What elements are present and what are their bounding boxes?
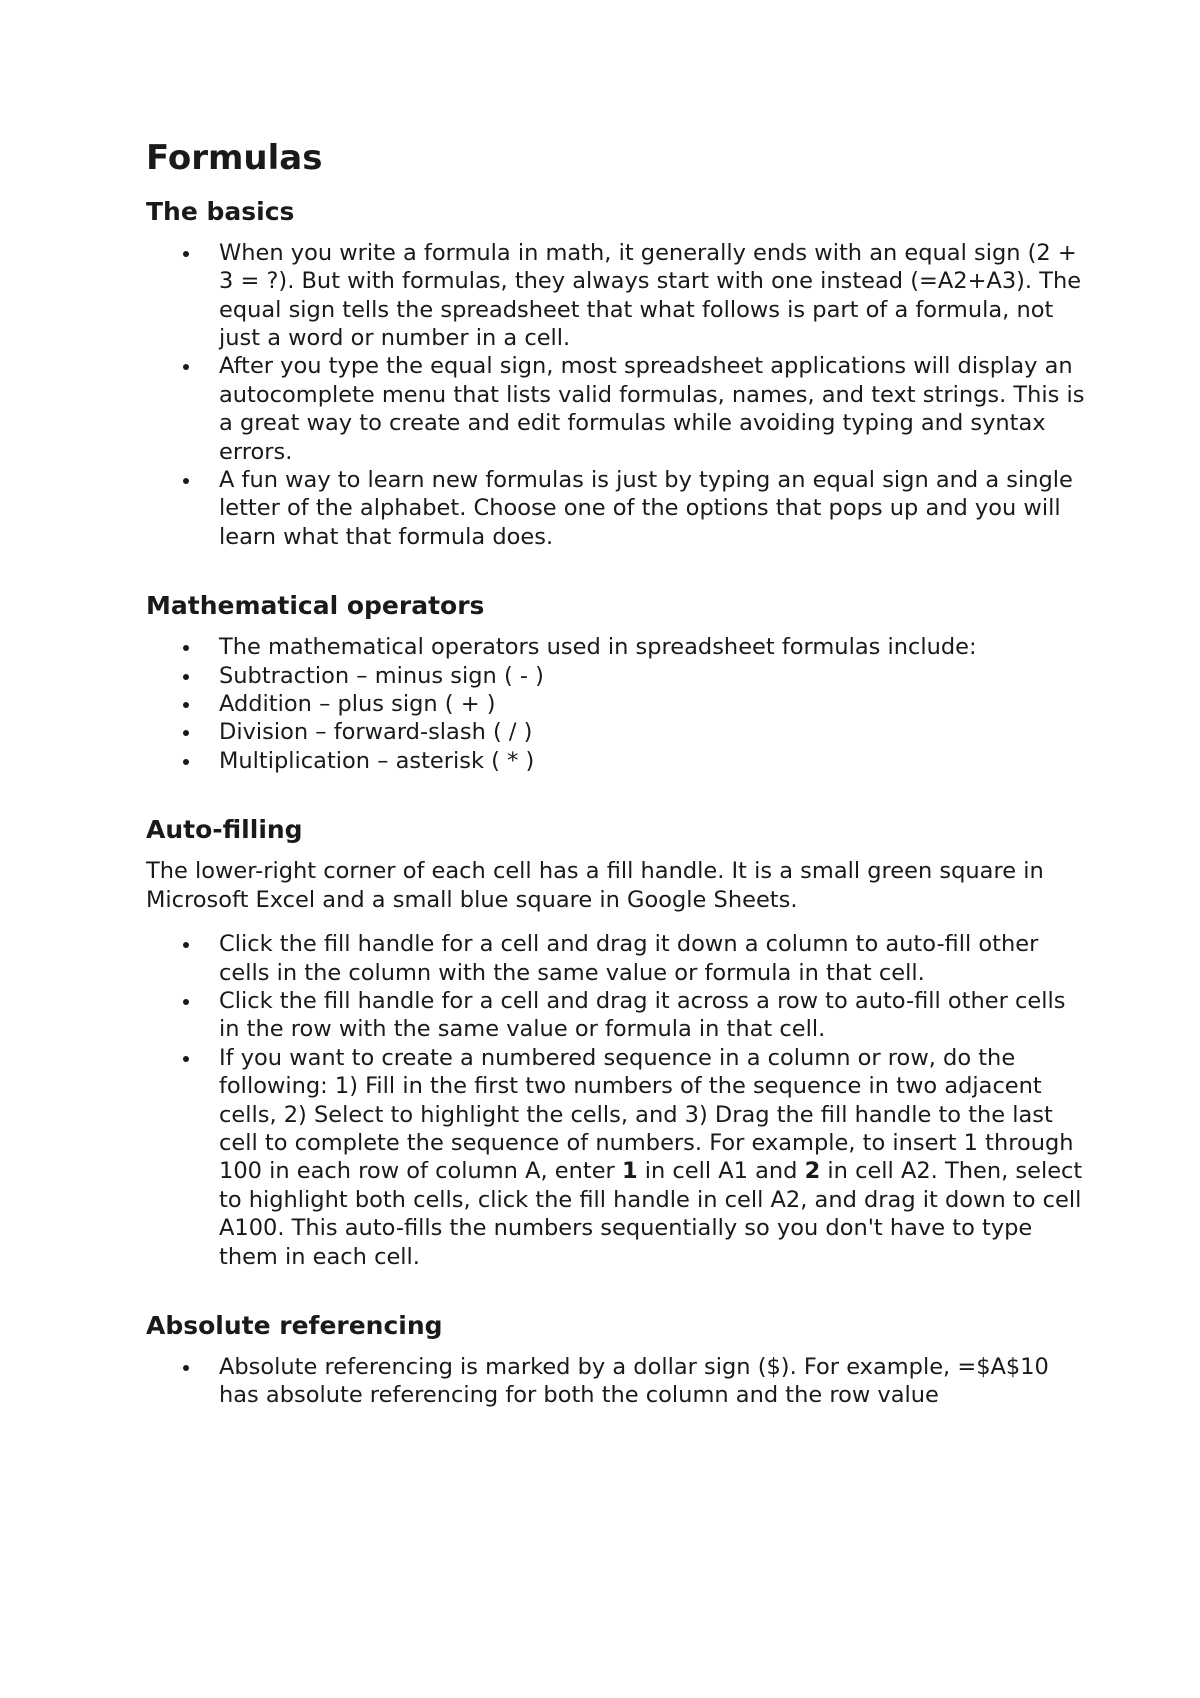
- bold-value-2: 2: [804, 1158, 821, 1185]
- sequence-text: in cell A1 and: [637, 1158, 805, 1185]
- list-item: Division – forward-slash ( / ): [219, 718, 1086, 746]
- bold-value-1: 1: [621, 1158, 638, 1185]
- heading-absolute-referencing: Absolute referencing: [146, 1310, 443, 1340]
- heading-mathematical-operators: Mathematical operators: [146, 591, 485, 621]
- list-item: Multiplication – asterisk ( * ): [219, 747, 1086, 775]
- sequence-text: If you want to create a numbered sequence in a column or row, do the following: 1) Fill in the first two numbers of the sequence in two adjacent cells, 2) Select to highlight the cells, and 3) Drag the fill handle to the last cell to complete the sequence of numbers. For example, to insert 1 through 100 in each row of column A, enter: [219, 1044, 1074, 1185]
- autofill-intro-paragraph: The lower-right corner of each cell has a fill handle. It is a small green square in Microsoft Excel and a small blue square in Google Sheets.: [146, 858, 1044, 913]
- absolute-list: [146, 1353, 1086, 1410]
- list-item: The mathematical operators used in spreadsheet formulas include:: [219, 633, 1086, 661]
- list-item: Addition – plus sign ( + ): [219, 690, 1086, 718]
- list-item: Click the fill handle for a cell and drag it down a column to auto-fill other cells in the column with the same value or formula in that cell.: [219, 930, 1086, 987]
- list-item: When you write a formula in math, it generally ends with an equal sign (2 + 3 = ?). But with formulas, they always start with one instead (=A2+A3). The equal sign tells the spreadsheet that what follows is part of a formula, not just a word or number in a cell.: [219, 239, 1086, 353]
- list-item: Subtraction – minus sign ( - ): [219, 662, 1086, 690]
- autofill-list: [146, 930, 1086, 1271]
- list-item: A fun way to learn new formulas is just by typing an equal sign and a single letter of the alphabet. Choose one of the options that pops up and you will learn what that formula does.: [219, 466, 1086, 551]
- operators-list: [146, 633, 1086, 775]
- list-item: Click the fill handle for a cell and drag it across a row to auto-fill other cells in the row with the same value or formula in that cell.: [219, 987, 1086, 1044]
- sequence-text: in cell A2. Then, select to highlight both cells, click the fill handle in cell A2, and drag it down to cell A100. This auto-fills the numbers sequentially so you don't have to type them in each cell.: [219, 1158, 1083, 1270]
- list-item: Absolute referencing is marked by a dollar sign ($). For example, =$A$10 has absolute referencing for both the column and the row value: [219, 1353, 1086, 1410]
- list-item-numbered-sequence: [219, 1044, 1086, 1271]
- heading-the-basics: The basics: [146, 196, 295, 226]
- heading-auto-filling: Auto-filling: [146, 815, 303, 845]
- document-page: [146, 138, 1086, 1410]
- basics-list: [146, 239, 1086, 551]
- list-item: After you type the equal sign, most spreadsheet applications will display an autocomplete menu that lists valid formulas, names, and text strings. This is a great way to create and edit formulas while avoiding typing and syntax errors.: [219, 353, 1085, 465]
- document-title: Formulas: [146, 138, 323, 178]
